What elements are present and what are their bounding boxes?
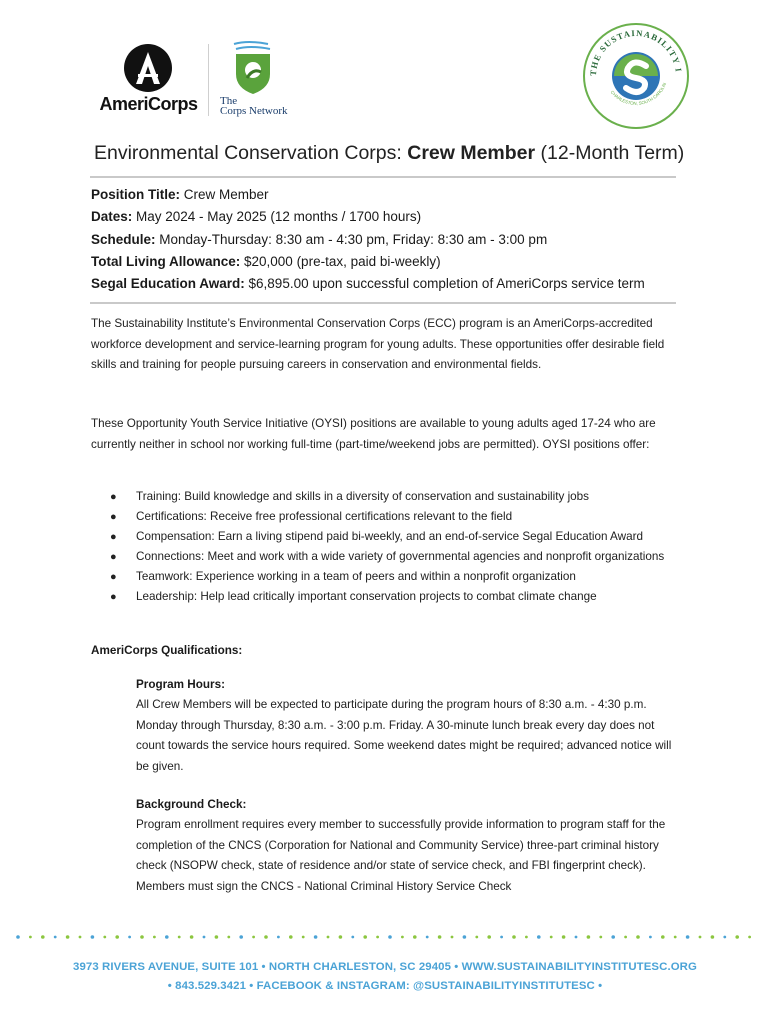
divider-dot xyxy=(723,936,726,939)
divider-dot xyxy=(661,935,665,939)
divider-dot xyxy=(54,936,57,939)
divider-dot xyxy=(165,935,169,939)
divider-dot xyxy=(190,935,194,939)
divider-dot xyxy=(327,936,330,939)
sustainability-institute-logo xyxy=(582,22,690,130)
background-check-heading: Background Check: xyxy=(136,798,247,811)
corps-network-name: Corps Network xyxy=(220,105,288,117)
list-item: ● Certifications: Receive free professional certifications relevant to the field xyxy=(110,507,700,527)
divider-dot xyxy=(115,935,119,939)
bullet-icon: ● xyxy=(110,571,117,583)
divider-dot xyxy=(562,935,566,939)
divider-dot xyxy=(264,935,268,939)
divider-dot xyxy=(487,935,491,939)
divider-dot xyxy=(91,935,95,939)
background-check-text: Program enrollment requires every member to successfully provide information to program staff for the completion of the CNCS (Corporation for National and Community Service) three-part criminal history check (NSOPW check, state of residence and/or state of service check, and FBI fingerprint check). Members must sign the CNCS - National Criminal History Service Check xyxy=(136,818,666,893)
divider-dot xyxy=(575,936,578,939)
divider-dot xyxy=(599,936,602,939)
divider-dot xyxy=(227,936,230,939)
divider-dot xyxy=(388,935,392,939)
divider-dot xyxy=(363,935,367,939)
divider-dot xyxy=(277,936,280,939)
position-facts xyxy=(91,184,691,295)
seal-ring-text: THE SUSTAINABILITY I xyxy=(587,27,684,77)
corps-network-logo xyxy=(218,40,298,120)
qualifications-heading: AmeriCorps Qualifications: xyxy=(91,644,243,657)
list-item: ● Training: Build knowledge and skills in a diversity of conservation and sustainability jobs xyxy=(110,487,700,507)
divider-dot xyxy=(153,936,156,939)
footer-contact-line: • 843.529.3421 • FACEBOOK & INSTAGRAM: @SUSTAINABILITYINSTITUTESC • xyxy=(167,980,603,992)
divider-dot xyxy=(438,935,442,939)
divider-dot xyxy=(525,936,528,939)
bullet-icon: ● xyxy=(110,551,117,563)
divider-dot xyxy=(41,935,45,939)
divider-dot xyxy=(674,936,677,939)
divider-dot xyxy=(339,935,343,939)
divider-dot xyxy=(239,935,243,939)
divider-dot xyxy=(649,936,652,939)
list-item: ● Connections: Meet and work with a wide variety of governmental agencies and nonprofit organizations xyxy=(110,547,700,567)
divider-dot xyxy=(376,936,379,939)
corps-network-the: The xyxy=(220,95,238,107)
fact-schedule: Schedule: Monday-Thursday: 8:30 am - 4:30 pm, Friday: 8:30 am - 3:00 pm xyxy=(91,231,548,247)
divider-dot xyxy=(636,935,640,939)
title-prefix: Environmental Conservation Corps: xyxy=(94,142,408,164)
divider-dot xyxy=(500,936,503,939)
footer-address-line: 3973 RIVERS AVENUE, SUITE 101 • NORTH CHARLESTON, SC 29405 • WWW.SUSTAINABILITYINSTITUTESC.ORG xyxy=(73,961,697,973)
title-role: Crew Member xyxy=(407,142,536,164)
oysi-paragraph: These Opportunity Youth Service Initiative (OYSI) positions are available to young adults aged 17-24 who are currently neither in school nor working full-time (part-time/weekend jobs are permitted). OYSI positions offer: xyxy=(91,417,656,451)
program-hours-text: All Crew Members will be expected to participate during the program hours of 8:30 a.m. - 4:30 p.m. Monday through Thursday, 8:30 a.m. - 3:00 p.m. Friday. A 30-minute lunch break every day does not count towards the service hours required. Some weekend dates might be required; advanced notice will be given. xyxy=(136,698,672,773)
divider-dot xyxy=(128,936,131,939)
divider-dot xyxy=(351,936,354,939)
divider-dot xyxy=(413,935,417,939)
divider-dot xyxy=(711,935,715,939)
title-rule xyxy=(90,176,676,178)
bullet-icon: ● xyxy=(110,511,117,523)
divider-dot xyxy=(537,935,541,939)
divider-dot xyxy=(550,936,553,939)
sustainability-institute-seal-icon xyxy=(582,22,690,130)
fact-living-allowance: Total Living Allowance: $20,000 (pre-tax, paid bi-weekly) xyxy=(91,253,441,269)
americorps-logo xyxy=(96,44,201,119)
divider-dot xyxy=(79,936,82,939)
fact-segal-award: Segal Education Award: $6,895.00 upon successful completion of AmeriCorps service term xyxy=(91,276,645,292)
seal-ring-subtext: CHARLESTON, SOUTH CAROLIN xyxy=(609,82,668,106)
title-term: (12-Month Term) xyxy=(535,142,685,164)
divider-dot xyxy=(748,936,751,939)
divider-dot xyxy=(215,935,219,939)
corps-network-wordmark xyxy=(220,96,300,116)
divider-dot xyxy=(203,936,206,939)
bullet-icon: ● xyxy=(110,531,117,543)
intro-paragraph: The Sustainability Institute’s Environmental Conservation Corps (ECC) program is an AmeriCorps-accredited workforce development and service-learning program for young adults. These opportunities offer desirable field skills and training for people pursuing careers in conservation and environmental fields. xyxy=(91,317,665,372)
divider-dot xyxy=(512,935,516,939)
divider-dot xyxy=(401,936,404,939)
list-item: ● Compensation: Earn a living stipend paid bi-weekly, and an end-of-service Segal Education Award xyxy=(110,527,700,547)
divider-dot xyxy=(252,936,255,939)
divider-dot xyxy=(611,935,615,939)
americorps-emblem-icon xyxy=(96,44,201,94)
program-hours-heading: Program Hours: xyxy=(136,678,225,691)
divider-dot xyxy=(66,935,70,939)
divider-dot xyxy=(451,936,454,939)
divider-dot xyxy=(587,935,591,939)
divider-dot xyxy=(178,936,181,939)
list-item: ● Leadership: Help lead critically important conservation projects to combat climate change xyxy=(110,587,700,607)
divider-dot xyxy=(735,935,739,939)
divider-dot xyxy=(426,936,429,939)
footer-dotted-divider xyxy=(14,933,756,941)
divider-dot xyxy=(289,935,293,939)
logo-divider xyxy=(208,44,209,116)
divider-dot xyxy=(16,935,20,939)
divider-dot xyxy=(140,935,144,939)
americorps-wordmark: AmeriCorps xyxy=(99,94,198,114)
page-title xyxy=(94,142,694,165)
divider-dot xyxy=(699,936,702,939)
offers-list xyxy=(110,487,700,607)
divider-dot xyxy=(463,935,467,939)
divider-dot xyxy=(624,936,627,939)
fact-dates: Dates: May 2024 - May 2025 (12 months / 1700 hours) xyxy=(91,209,422,225)
divider-dot xyxy=(686,935,690,939)
divider-dot xyxy=(103,936,106,939)
corps-network-shield-icon xyxy=(218,40,298,96)
document-header xyxy=(0,0,770,130)
bullet-icon: ● xyxy=(110,491,117,503)
facts-rule xyxy=(90,302,676,304)
fact-position-title: Position Title: Crew Member xyxy=(91,187,269,202)
divider-dot xyxy=(314,935,318,939)
bullet-icon: ● xyxy=(110,591,117,603)
divider-dot xyxy=(29,936,32,939)
divider-dot xyxy=(475,936,478,939)
divider-dot xyxy=(302,936,305,939)
list-item: ● Teamwork: Experience working in a team of peers and within a nonprofit organization xyxy=(110,567,700,587)
